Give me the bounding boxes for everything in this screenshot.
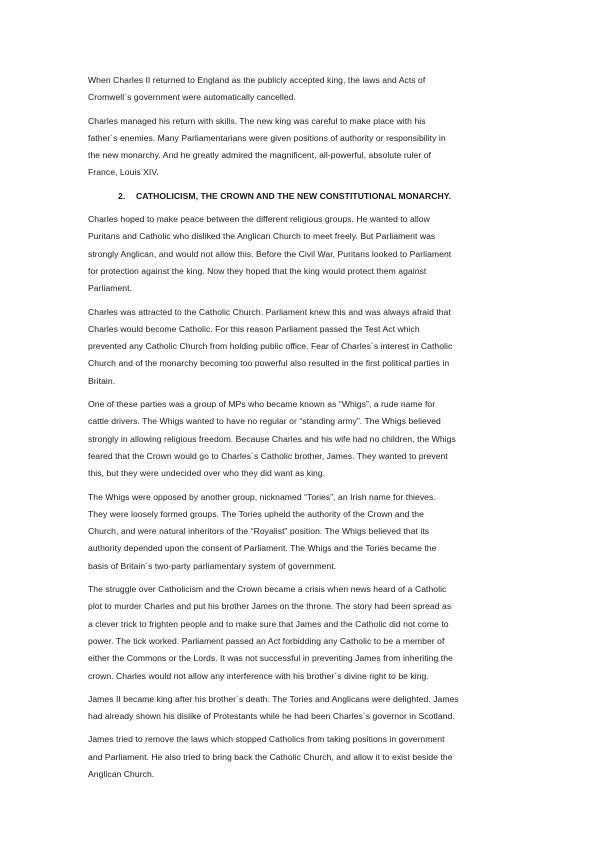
text-line: cattle drivers. The Whigs wanted to have no regular or “standing army”. The Whigs believed: [88, 416, 441, 427]
text-line: had already shown his dislike of Protestants while he had been Charles´s governor in Scotland.: [88, 711, 455, 722]
text-line: The Whigs were opposed by another group, nicknamed “Tories”, an Irish name for thieves.: [88, 491, 436, 502]
section-number: 2.: [118, 190, 126, 201]
text-line: Puritans and Catholic who disliked the Anglican Church to meet freely. But Parliament was: [88, 231, 436, 242]
paragraph-james-laws: [88, 731, 519, 783]
text-line: strongly in allowing religious freedom. Because Charles and his wife had no children, the Whigs: [88, 433, 456, 444]
text-line: Charles managed his return with skills. The new king was careful to make place with his: [88, 115, 426, 126]
text-line: Charles hoped to make peace between the different religious groups. He wanted to allow: [88, 214, 430, 225]
text-line: strongly Anglican, and would not allow this. Before the Civil War, Puritans looked to Parliament: [88, 248, 452, 259]
section-title: CATHOLICISM, THE CROWN AND THE NEW CONSTITUTIONAL MONARCHY.: [136, 190, 452, 201]
text-line: the new monarchy. And he greatly admired the magnificent, all-powerful, absolute ruler of: [88, 150, 431, 161]
text-line: The struggle over Catholicism and the Crown became a crisis when news heard of a Catholic: [88, 584, 447, 595]
text-line: Anglican Church.: [88, 768, 155, 779]
text-line: feared that the Crown would go to Charles´s Catholic brother, James. They wanted to prevent: [88, 450, 448, 461]
paragraph-religious-groups: [88, 211, 519, 297]
text-line: Parliament.: [88, 283, 133, 294]
text-line: Church, and were natural inheritors of the “Royalist” position. The Whigs believed that its: [88, 526, 430, 537]
text-line: plot to murder Charles and put his brother James on the throne. The story had been spread as: [88, 601, 452, 612]
text-line: Britain.: [88, 375, 116, 386]
text-line: One of these parties was a group of MPs who became known as “Whigs”, a rude name for: [88, 399, 436, 410]
text-line: authority depended upon the consent of Parliament. The Whigs and the Tories became the: [88, 543, 437, 554]
paragraph-james-ii: [88, 691, 519, 726]
text-line: either the Commons or the Lords. It was not successful in preventing James from inheriting the: [88, 653, 453, 664]
paragraph-restoration: [88, 72, 519, 107]
text-line: a clever trick to frighten people and to make sure that James and the Catholic did not come to: [88, 618, 449, 629]
paragraph-tories: [88, 489, 519, 575]
text-line: Charles was attracted to the Catholic Church. Parliament knew this and was always afraid that: [88, 306, 451, 317]
text-line: power. The tick worked. Parliament passed an Act forbidding any Catholic to be a member of: [88, 635, 445, 646]
paragraph-catholic-plot: [88, 581, 519, 685]
text-line: Cromwell´s government were automatically cancelled.: [88, 92, 296, 103]
text-line: crown. Charles would not allow any interference with his brother´s divine right to be king.: [88, 670, 429, 681]
paragraph-test-act: [88, 304, 519, 390]
text-line: France, Louis XIV.: [88, 167, 159, 178]
section-heading: [88, 188, 519, 205]
text-line: and Parliament. He also tried to bring back the Catholic Church, and allow it to exist beside the: [88, 751, 453, 762]
text-line: this, but they were undecided over who they did want as king.: [88, 468, 326, 479]
text-line: basis of Britain´s two-party parliamentary system of government.: [88, 560, 337, 571]
paragraph-charles-return: [88, 113, 519, 182]
text-line: When Charles II returned to England as the publicly accepted king, the laws and Acts of: [88, 75, 426, 85]
text-line: prevented any Catholic Church from holding public office. Fear of Charles´s interest in Catholic: [88, 341, 453, 352]
text-line: Charles would become Catholic. For this reason Parliament passed the Test Act which: [88, 323, 420, 334]
paragraph-whigs: [88, 396, 519, 482]
text-line: Church and of the monarchy becoming too powerful also resulted in the first political parties in: [88, 358, 450, 369]
text-line: James II became king after his brother´s death. The Tories and Anglicans were delighted. James: [88, 693, 459, 704]
text-line: James tried to remove the laws which stopped Catholics from taking positions in government: [88, 734, 445, 745]
text-line: father´s enemies. Many Parliamentarians were given positions of authority or responsibility in: [88, 132, 446, 143]
text-line: for protection against the king. Now they hoped that the king would protect them against: [88, 265, 427, 276]
text-line: They were loosely formed groups. The Tories upheld the authority of the Crown and the: [88, 508, 424, 519]
